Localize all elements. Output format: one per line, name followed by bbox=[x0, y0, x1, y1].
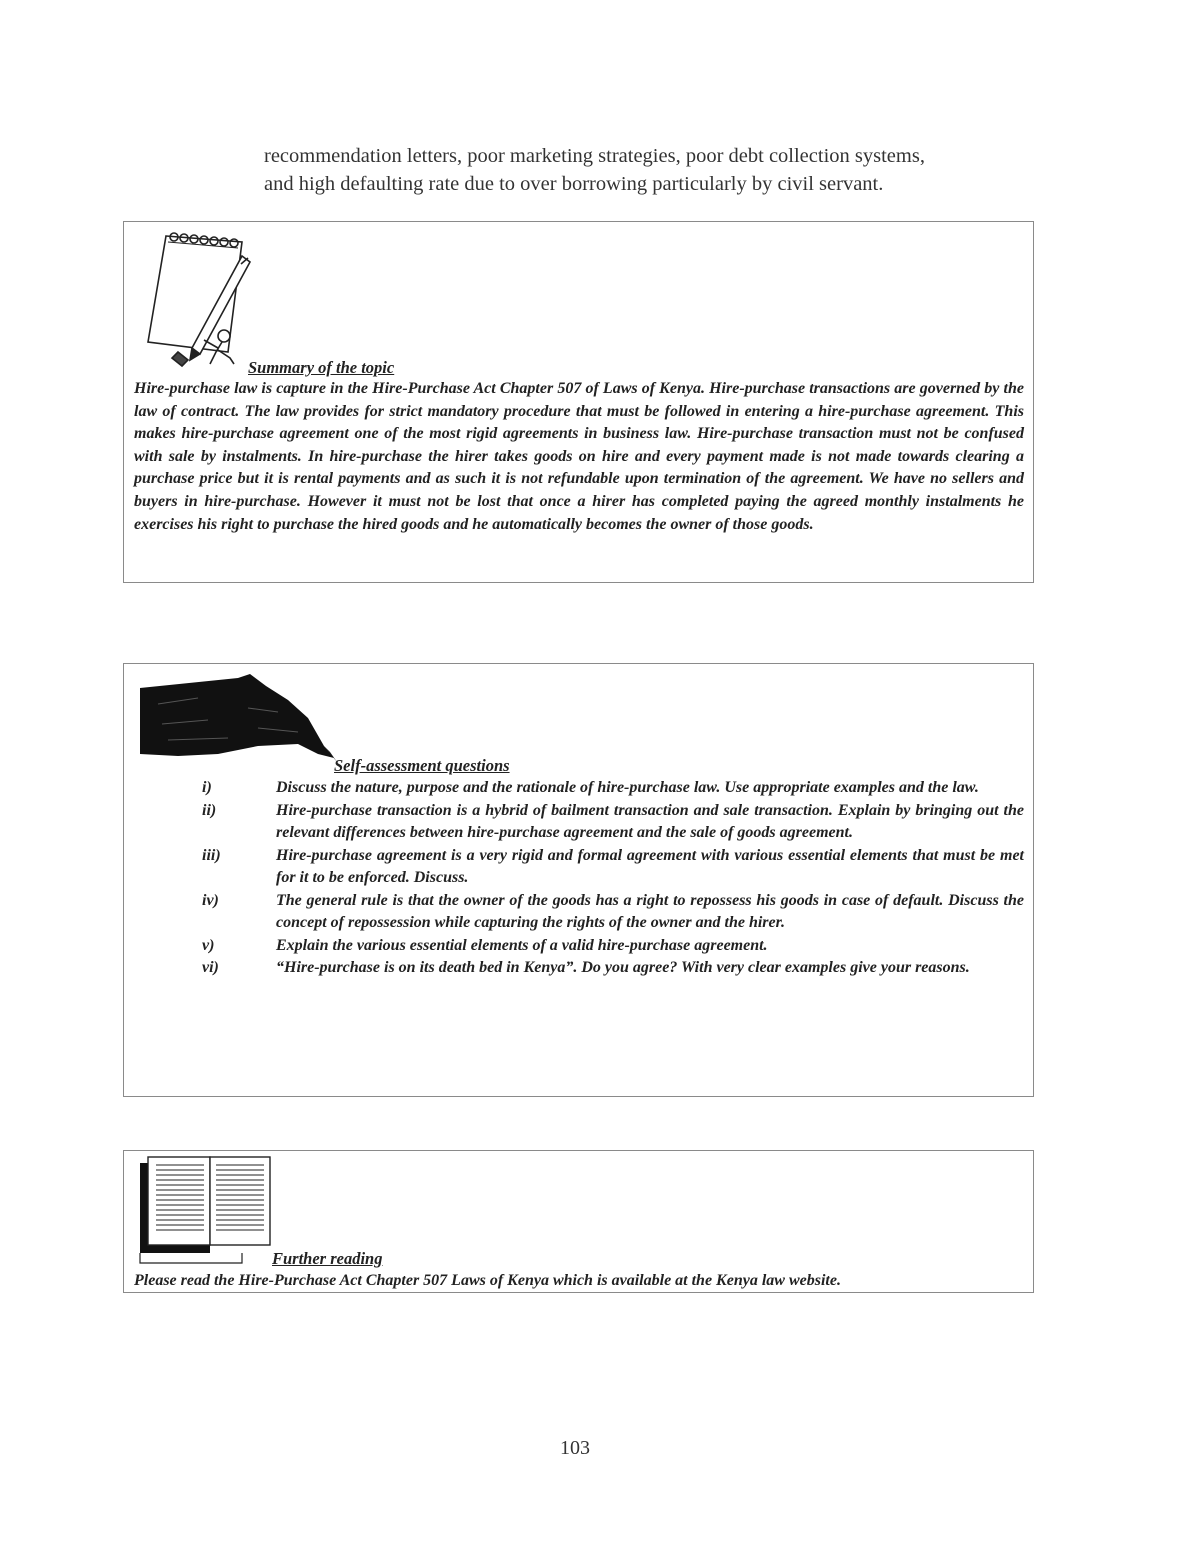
question-text: Hire-purchase agreement is a very rigid and formal agreement with various essential elements that must be met for it to be enforced. Discuss. bbox=[276, 846, 1024, 886]
self-assessment-heading: Self-assessment questions bbox=[334, 756, 510, 775]
further-reading-box bbox=[123, 1150, 1034, 1293]
summary-box bbox=[123, 221, 1034, 583]
further-reading-body: Please read the Hire-Purchase Act Chapter 507 Laws of Kenya which is available at the Kenya law website. bbox=[134, 1272, 841, 1289]
question-item bbox=[202, 845, 1024, 890]
question-text: Hire-purchase transaction is a hybrid of bailment transaction and sale transaction. Explain by bringing out the relevant differences between hire-purchase agreement and the sale of goods agreement. bbox=[276, 801, 1024, 841]
question-item bbox=[202, 777, 1024, 800]
question-number: i) bbox=[202, 779, 212, 796]
page-number: 103 bbox=[560, 1437, 590, 1459]
notepad-pencil-icon bbox=[138, 228, 253, 370]
writing-hand-icon bbox=[138, 668, 338, 764]
further-reading-heading: Further reading bbox=[272, 1249, 383, 1268]
self-assessment-box bbox=[123, 663, 1034, 1097]
summary-heading: Summary of the topic bbox=[248, 358, 395, 377]
question-item bbox=[202, 957, 1024, 980]
question-number: ii) bbox=[202, 801, 217, 819]
question-text: Explain the various essential elements of a valid hire-purchase agreement. bbox=[276, 936, 768, 954]
open-book-icon bbox=[138, 1155, 274, 1265]
summary-body: Hire-purchase law is capture in the Hire-Purchase Act Chapter 507 of Laws of Kenya. Hire-purchase transactions are governed by the law of contract. The law provides for strict mandatory procedure that must be followed in entering a hire-purchase agreement. This makes hire-purchase agreement one of the most rigid agreements in business law. Hire-purchase transaction must not be confused with sale by instalments. In hire-purchase the hirer takes goods on hire and every payment made is not made towards clearing a purchase price but it is rental payments and as such it is not refundable upon termination of the agreement. We have no sellers and buyers in hire-purchase. However it must not be lost that once a hirer has completed paying the agreed monthly instalments he exercises his right to purchase the hired goods and he automatically becomes the owner of those goods. bbox=[134, 380, 1024, 533]
question-text: “Hire-purchase is on its death bed in Kenya”. Do you agree? With very clear examples give your reasons. bbox=[276, 959, 970, 976]
question-number: iv) bbox=[202, 891, 219, 909]
intro-line-1: recommendation letters, poor marketing strategies, poor debt collection systems, bbox=[264, 145, 925, 167]
intro-text bbox=[264, 142, 1034, 198]
question-number: vi) bbox=[202, 959, 219, 976]
question-item bbox=[202, 890, 1024, 935]
intro-line-2: and high defaulting rate due to over borrowing particularly by civil servant. bbox=[264, 173, 884, 195]
question-item bbox=[202, 935, 1024, 958]
question-text: The general rule is that the owner of the goods has a right to repossess his goods in case of default. Discuss the concept of repossession while capturing the rights of the owner and the hirer. bbox=[276, 891, 1024, 931]
question-item bbox=[202, 800, 1024, 845]
question-text: Discuss the nature, purpose and the rationale of hire-purchase law. Use appropriate examples and the law. bbox=[276, 779, 979, 796]
questions-list bbox=[202, 777, 1024, 980]
question-number: v) bbox=[202, 936, 215, 954]
question-number: iii) bbox=[202, 846, 221, 864]
